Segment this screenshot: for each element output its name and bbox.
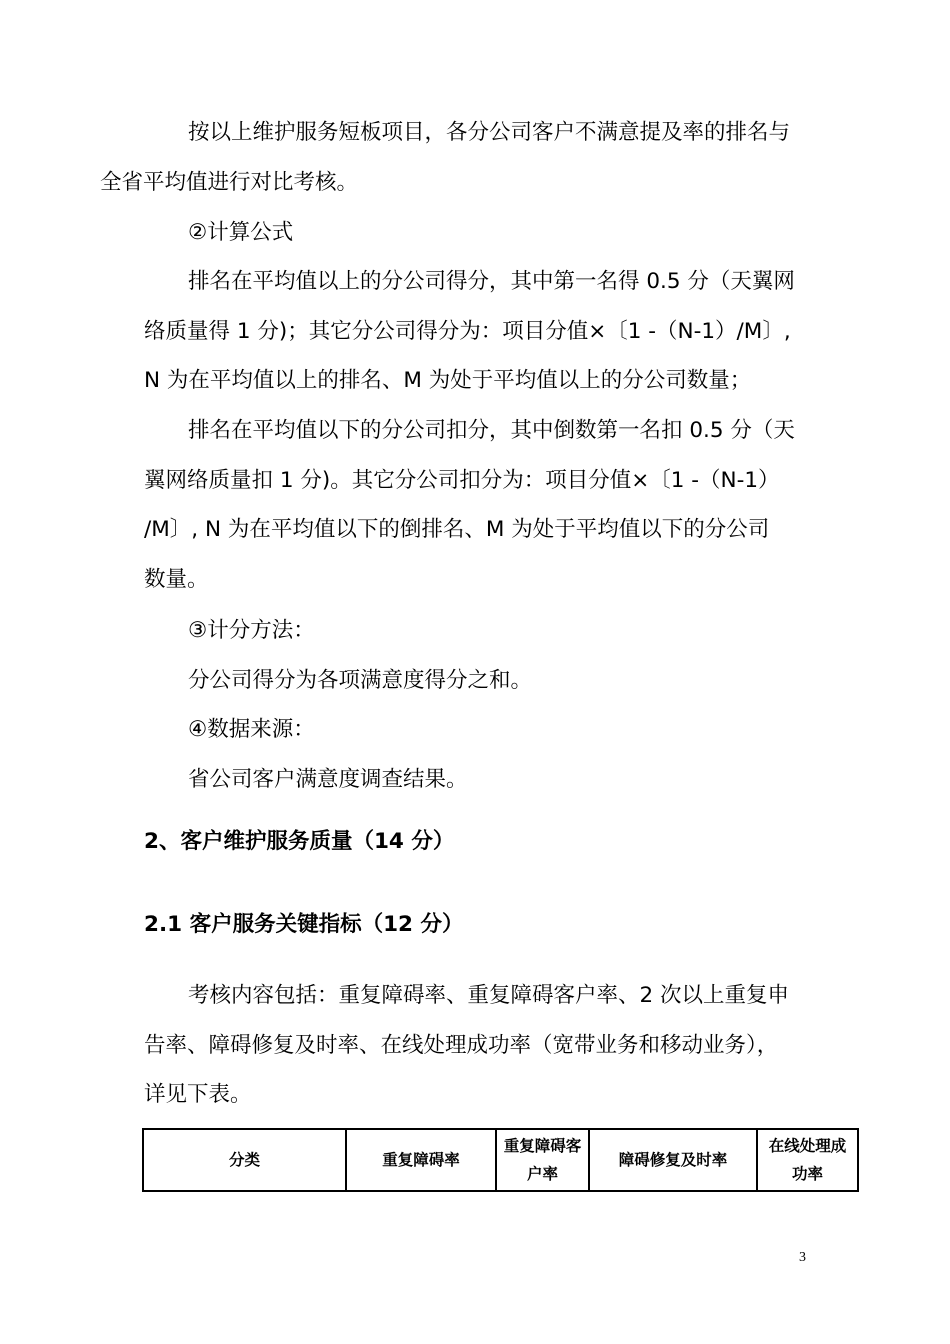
text-line: 排名在平均值以下的分公司扣分，其中倒数第一名扣 0.5 分（天	[188, 418, 795, 443]
page-number: 3	[799, 1250, 806, 1265]
table-header-repair-timeliness-rate: 障碍修复及时率	[589, 1129, 757, 1191]
text-line: 按以上维护服务短板项目，各分公司客户不满意提及率的排名与	[188, 120, 791, 145]
text-line: 全省平均值进行对比考核。	[100, 169, 359, 195]
paragraph-data-source-title	[144, 705, 824, 755]
text-line: ②计算公式	[188, 220, 294, 245]
text-line: 考核内容包括：重复障碍率、重复障碍客户率、2 次以上重复申	[188, 983, 790, 1008]
text-line: N 为在平均值以上的排名、M 为处于平均值以上的分公司数量；	[144, 368, 752, 393]
text-line: 排名在平均值以上的分公司得分，其中第一名得 0.5 分（天翼网	[188, 269, 795, 294]
paragraph-ranking-basis	[100, 108, 824, 207]
text-line: /M〕, N 为在平均值以下的倒排名、M 为处于平均值以下的分公司	[144, 517, 770, 542]
paragraph-scoring-method-title	[144, 606, 824, 656]
text-line: ③计分方法：	[188, 618, 315, 643]
text-line: 分公司得分为各项满意度得分之和。	[188, 668, 533, 693]
paragraph-above-average	[144, 257, 824, 406]
text-line: 络质量得 1 分)；其它分公司得分为：项目分值×〔1 -（N-1）/M〕,	[144, 318, 791, 344]
section-heading-2: 2、客户维护服务质量（14 分）	[144, 829, 455, 854]
paragraph-scoring-method	[144, 656, 824, 706]
table-header-row	[143, 1129, 858, 1191]
section-heading-2-1: 2.1 客户服务关键指标（12 分）	[144, 912, 464, 937]
text-line: 告率、障碍修复及时率、在线处理成功率（宽带业务和移动业务），	[144, 1032, 779, 1058]
table-header-category: 分类	[143, 1129, 346, 1191]
paragraph-data-source	[144, 755, 824, 805]
text-line: 省公司客户满意度调查结果。	[188, 767, 468, 792]
paragraph-below-average	[144, 406, 824, 604]
table-header-online-success-rate: 在线处理成功率	[757, 1129, 858, 1191]
metrics-table	[142, 1128, 859, 1192]
table-header-repeat-fault-rate: 重复障碍率	[346, 1129, 496, 1191]
table-header-repeat-fault-customer-rate: 重复障碍客户率	[496, 1129, 589, 1191]
paragraph-assessment-content	[144, 971, 824, 1120]
text-line: 详见下表。	[144, 1082, 252, 1107]
text-line: 翼网络质量扣 1 分)。其它分公司扣分为：项目分值×〔1 -（N-1）	[144, 467, 780, 493]
text-line: ④数据来源：	[188, 717, 315, 742]
paragraph-formula-title	[144, 208, 824, 258]
text-line: 数量。	[144, 566, 209, 592]
